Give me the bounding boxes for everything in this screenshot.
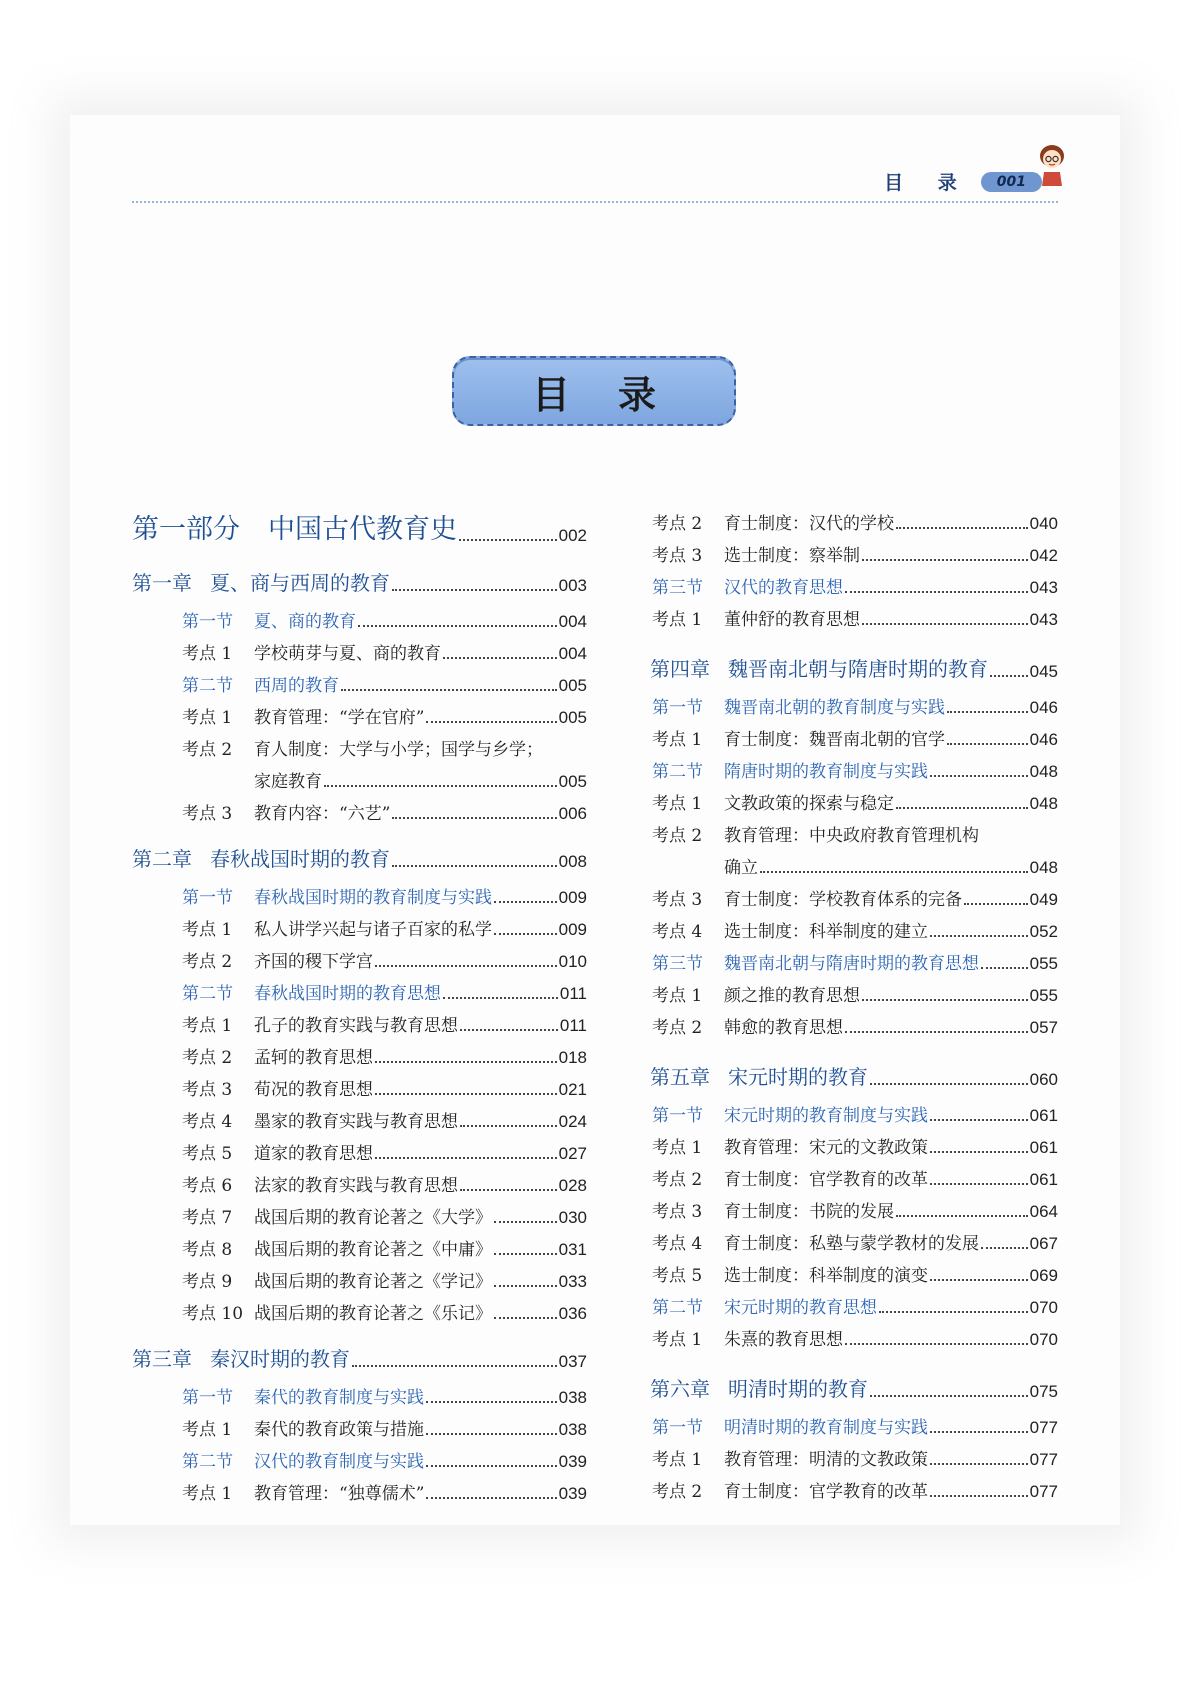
toc-entry-pt[interactable] bbox=[650, 1158, 1058, 1190]
toc-entry-page: 042 bbox=[1029, 546, 1058, 565]
toc-entry-number: 第二节 bbox=[182, 676, 233, 696]
toc-entry-page: 061 bbox=[1029, 1170, 1058, 1189]
toc-entry-pt[interactable] bbox=[132, 1408, 587, 1440]
dot-leader bbox=[426, 721, 556, 723]
toc-entry-page: 008 bbox=[558, 852, 587, 871]
dot-leader bbox=[443, 657, 557, 659]
toc-entry-page: 011 bbox=[559, 1016, 587, 1035]
toc-entry-page: 046 bbox=[1029, 730, 1058, 749]
toc-entry-pt[interactable] bbox=[132, 1196, 587, 1228]
toc-entry-number: 第三节 bbox=[652, 578, 703, 598]
toc-entry-number: 考点 1 bbox=[182, 708, 233, 728]
toc-title-badge bbox=[452, 356, 736, 426]
toc-entry-title: 魏晋南北朝的教育制度与实践 bbox=[724, 698, 945, 718]
toc-entry-number: 考点 5 bbox=[182, 1144, 233, 1164]
toc-entry-page: 057 bbox=[1029, 1018, 1058, 1037]
toc-entry-number: 第一节 bbox=[182, 612, 233, 632]
toc-entry-number: 考点 4 bbox=[182, 1112, 233, 1132]
dot-leader bbox=[352, 1365, 557, 1367]
toc-entry-number: 考点 2 bbox=[182, 952, 233, 972]
dot-leader bbox=[460, 1125, 557, 1127]
toc-entry-number: 考点 8 bbox=[182, 1240, 233, 1260]
toc-entry-page: 052 bbox=[1029, 922, 1058, 941]
toc-entry-page: 077 bbox=[1029, 1450, 1058, 1469]
toc-entry-page: 024 bbox=[558, 1112, 587, 1131]
toc-entry-title: 春秋战国时期的教育思想 bbox=[254, 984, 441, 1004]
toc-entry-sec[interactable] bbox=[650, 1286, 1058, 1318]
toc-entry-pt[interactable] bbox=[132, 632, 587, 664]
dot-leader bbox=[845, 591, 1028, 593]
toc-entry-title: 荀况的教育思想 bbox=[254, 1080, 373, 1100]
toc-entry-title: 宋元时期的教育 bbox=[728, 1065, 868, 1089]
toc-entry-page: 077 bbox=[1029, 1418, 1058, 1437]
toc-entry-sec[interactable] bbox=[650, 566, 1058, 598]
toc-entry-number: 考点 2 bbox=[652, 1482, 703, 1502]
toc-entry-pt[interactable] bbox=[132, 1164, 587, 1196]
dot-leader bbox=[460, 1029, 558, 1031]
toc-title: 目录 bbox=[531, 372, 704, 417]
toc-entry-title: 育士制度：书院的发展 bbox=[724, 1202, 894, 1222]
dot-leader bbox=[990, 675, 1028, 677]
toc-entry-number: 第三节 bbox=[652, 954, 703, 974]
dot-leader bbox=[862, 999, 1028, 1001]
toc-entry-pt[interactable] bbox=[132, 940, 587, 972]
running-header bbox=[884, 168, 1042, 195]
toc-entry-pt[interactable] bbox=[132, 1228, 587, 1260]
toc-entry-number: 考点 1 bbox=[652, 610, 703, 630]
toc-entry-sec[interactable] bbox=[650, 686, 1058, 718]
toc-entry-page: 021 bbox=[558, 1080, 587, 1099]
toc-entry-page: 070 bbox=[1029, 1330, 1058, 1349]
toc-entry-number: 第一章 bbox=[132, 571, 192, 595]
toc-entry-number: 第二节 bbox=[182, 984, 233, 1004]
toc-entry-title: 教育管理：中央政府教育管理机构 bbox=[724, 826, 979, 846]
toc-entry-title: 孟轲的教育思想 bbox=[254, 1048, 373, 1068]
toc-entry-title: 学校萌芽与夏、商的教育 bbox=[254, 644, 441, 664]
toc-entry-title: 选士制度：察举制 bbox=[724, 546, 860, 566]
toc-entry-title: 墨家的教育实践与教育思想 bbox=[254, 1112, 458, 1132]
toc-entry-title: 育士制度：魏晋南北朝的官学 bbox=[724, 730, 945, 750]
toc-entry-number: 第二节 bbox=[652, 1298, 703, 1318]
page-number: 001 bbox=[996, 173, 1026, 190]
toc-entry-number: 第六章 bbox=[650, 1377, 710, 1401]
toc-entry-page: 048 bbox=[1029, 762, 1058, 781]
toc-entry-sec[interactable] bbox=[650, 1094, 1058, 1126]
toc-entry-page: 038 bbox=[558, 1420, 587, 1439]
toc-entry-number: 考点 2 bbox=[182, 740, 233, 760]
toc-entry-title: 秦汉时期的教育 bbox=[210, 1347, 350, 1371]
toc-entry-number: 考点 1 bbox=[652, 1330, 703, 1350]
toc-entry-number: 考点 2 bbox=[652, 826, 703, 846]
dot-leader bbox=[494, 1317, 557, 1319]
toc-entry-sec[interactable] bbox=[132, 876, 587, 908]
toc-entry-page: 039 bbox=[558, 1452, 587, 1471]
toc-entry-pt[interactable] bbox=[650, 1006, 1058, 1038]
toc-entry-page: 049 bbox=[1029, 890, 1058, 909]
dot-leader bbox=[930, 1119, 1028, 1121]
toc-entry-number: 第二节 bbox=[182, 1452, 233, 1472]
toc-entry-number: 考点 3 bbox=[182, 1080, 233, 1100]
toc-entry-title: 育士制度：官学教育的改革 bbox=[724, 1482, 928, 1502]
toc-entry-number: 考点 9 bbox=[182, 1272, 233, 1292]
toc-entry-page: 043 bbox=[1029, 610, 1058, 629]
dot-leader bbox=[896, 1215, 1028, 1217]
dot-leader bbox=[862, 559, 1028, 561]
dot-leader bbox=[358, 625, 557, 627]
toc-entry-title: 春秋战国时期的教育 bbox=[210, 847, 390, 871]
toc-entry-title: 明清时期的教育制度与实践 bbox=[724, 1418, 928, 1438]
toc-entry-pt[interactable] bbox=[650, 814, 1058, 846]
toc-entry-page: 055 bbox=[1029, 954, 1058, 973]
toc-entry-pt[interactable] bbox=[650, 598, 1058, 630]
toc-entry-pt[interactable] bbox=[650, 846, 1058, 878]
toc-entry-number: 第一节 bbox=[182, 888, 233, 908]
toc-entry-part[interactable] bbox=[132, 502, 587, 546]
dot-leader bbox=[375, 965, 557, 967]
toc-entry-page: 009 bbox=[558, 920, 587, 939]
dot-leader bbox=[896, 527, 1028, 529]
toc-entry-title: 战国后期的教育论著之《乐记》 bbox=[254, 1304, 492, 1324]
toc-entry-pt[interactable] bbox=[132, 1292, 587, 1324]
toc-entry-number: 第四章 bbox=[650, 657, 710, 681]
toc-entry-number: 考点 3 bbox=[652, 1202, 703, 1222]
dot-leader bbox=[375, 1093, 557, 1095]
toc-entry-page: 010 bbox=[558, 952, 587, 971]
toc-entry-sec[interactable] bbox=[650, 750, 1058, 782]
toc-entry-number: 考点 1 bbox=[182, 920, 233, 940]
toc-entry-number: 考点 6 bbox=[182, 1176, 233, 1196]
toc-entry-pt[interactable] bbox=[132, 728, 587, 760]
toc-entry-number: 第二节 bbox=[652, 762, 703, 782]
toc-entry-sec[interactable] bbox=[132, 1440, 587, 1472]
page-number-badge bbox=[981, 172, 1042, 192]
dot-leader bbox=[494, 901, 557, 903]
toc-entry-page: 064 bbox=[1029, 1202, 1058, 1221]
toc-entry-page: 060 bbox=[1029, 1070, 1058, 1089]
toc-entry-number: 考点 1 bbox=[182, 1484, 233, 1504]
dot-leader bbox=[964, 903, 1028, 905]
toc-entry-title: 董仲舒的教育思想 bbox=[724, 610, 860, 630]
toc-entry-pt[interactable] bbox=[132, 1036, 587, 1068]
toc-entry-title: 育士制度：学校教育体系的完备 bbox=[724, 890, 962, 910]
toc-entry-title: 宋元时期的教育制度与实践 bbox=[724, 1106, 928, 1126]
toc-entry-number: 第一节 bbox=[182, 1388, 233, 1408]
dot-leader bbox=[494, 1253, 557, 1255]
toc-entry-page: 070 bbox=[1029, 1298, 1058, 1317]
toc-entry-page: 031 bbox=[558, 1240, 587, 1259]
toc-entry-page: 006 bbox=[558, 804, 587, 823]
toc-entry-title: 颜之推的教育思想 bbox=[724, 986, 860, 1006]
toc-entry-title: 教育内容：“六艺” bbox=[254, 804, 391, 824]
toc-entry-pt[interactable] bbox=[650, 878, 1058, 910]
toc-entry-number: 第三章 bbox=[132, 1347, 192, 1371]
toc-entry-title: 文教政策的探索与稳定 bbox=[724, 794, 894, 814]
running-title: 目 录 bbox=[884, 172, 971, 194]
toc-entry-sec[interactable] bbox=[132, 664, 587, 696]
toc-entry-title: 中国古代教育史 bbox=[268, 514, 457, 545]
toc-entry-page: 033 bbox=[558, 1272, 587, 1291]
toc-entry-page: 004 bbox=[558, 612, 587, 631]
dot-leader bbox=[870, 1395, 1028, 1397]
dot-leader bbox=[930, 1183, 1028, 1185]
toc-entry-number: 考点 1 bbox=[182, 644, 233, 664]
toc-entry-number: 考点 3 bbox=[182, 804, 233, 824]
toc-entry-number: 考点 1 bbox=[182, 1420, 233, 1440]
dot-leader bbox=[896, 807, 1028, 809]
toc-entry-pt[interactable] bbox=[132, 792, 587, 824]
toc-entry-title: 教育管理：明清的文教政策 bbox=[724, 1450, 928, 1470]
toc-entry-page: 069 bbox=[1029, 1266, 1058, 1285]
toc-entry-title: 魏晋南北朝与隋唐时期的教育思想 bbox=[724, 954, 979, 974]
toc-entry-title: 育士制度：汉代的学校 bbox=[724, 514, 894, 534]
toc-entry-title: 汉代的教育思想 bbox=[724, 578, 843, 598]
toc-entry-page: 045 bbox=[1029, 662, 1058, 681]
toc-entry-page: 003 bbox=[558, 576, 587, 595]
toc-entry-pt[interactable] bbox=[132, 908, 587, 940]
dot-leader bbox=[324, 785, 557, 787]
toc-entry-page: 004 bbox=[558, 644, 587, 663]
toc-entry-number: 考点 1 bbox=[652, 730, 703, 750]
toc-entry-chap[interactable] bbox=[132, 836, 587, 872]
dot-leader bbox=[392, 589, 557, 591]
dot-leader bbox=[862, 623, 1028, 625]
toc-entry-title: 汉代的教育制度与实践 bbox=[254, 1452, 424, 1472]
toc-entry-page: 005 bbox=[558, 772, 587, 791]
toc-entry-chap[interactable] bbox=[132, 560, 587, 596]
toc-entry-pt[interactable] bbox=[650, 1470, 1058, 1502]
toc-entry-title: 育士制度：官学教育的改革 bbox=[724, 1170, 928, 1190]
dot-leader bbox=[494, 1285, 557, 1287]
toc-entry-page: 036 bbox=[558, 1304, 587, 1323]
toc-entry-title: 隋唐时期的教育制度与实践 bbox=[724, 762, 928, 782]
toc-entry-title: 教育管理：宋元的文教政策 bbox=[724, 1138, 928, 1158]
dot-leader bbox=[426, 1465, 557, 1467]
toc-entry-pt[interactable] bbox=[650, 1318, 1058, 1350]
dot-leader bbox=[930, 1151, 1028, 1153]
toc-entry-title: 家庭教育 bbox=[254, 772, 322, 792]
toc-entry-number: 考点 3 bbox=[652, 546, 703, 566]
dot-leader bbox=[494, 1221, 557, 1223]
toc-entry-number: 考点 5 bbox=[652, 1266, 703, 1286]
toc-entry-number: 考点 2 bbox=[652, 1018, 703, 1038]
toc-entry-title: 育人制度：大学与小学；国学与乡学； bbox=[254, 740, 543, 760]
toc-entry-page: 018 bbox=[558, 1048, 587, 1067]
toc-entry-pt[interactable] bbox=[650, 1438, 1058, 1470]
dot-leader bbox=[981, 1247, 1028, 1249]
toc-entry-page: 075 bbox=[1029, 1382, 1058, 1401]
toc-entry-title: 教育管理：“独尊儒术” bbox=[254, 1484, 425, 1504]
toc-entry-page: 028 bbox=[558, 1176, 587, 1195]
dot-leader bbox=[879, 1311, 1028, 1313]
toc-entry-page: 043 bbox=[1029, 578, 1058, 597]
toc-entry-chap[interactable] bbox=[650, 1366, 1058, 1402]
toc-entry-title: 夏、商的教育 bbox=[254, 612, 356, 632]
toc-entry-pt[interactable] bbox=[132, 760, 587, 792]
dot-leader bbox=[392, 817, 556, 819]
toc-entry-title: 私人讲学兴起与诸子百家的私学 bbox=[254, 920, 492, 940]
toc-entry-title: 战国后期的教育论著之《学记》 bbox=[254, 1272, 492, 1292]
dot-leader bbox=[426, 1497, 556, 1499]
toc-entry-number: 考点 3 bbox=[652, 890, 703, 910]
toc-entry-pt[interactable] bbox=[650, 974, 1058, 1006]
toc-entry-number: 考点 4 bbox=[652, 1234, 703, 1254]
toc-entry-pt[interactable] bbox=[132, 1068, 587, 1100]
toc-entry-page: 027 bbox=[558, 1144, 587, 1163]
toc-entry-title: 法家的教育实践与教育思想 bbox=[254, 1176, 458, 1196]
toc-entry-pt[interactable] bbox=[132, 1100, 587, 1132]
toc-entry-title: 道家的教育思想 bbox=[254, 1144, 373, 1164]
toc-entry-pt[interactable] bbox=[132, 696, 587, 728]
toc-entry-title: 韩愈的教育思想 bbox=[724, 1018, 843, 1038]
toc-entry-title: 孔子的教育实践与教育思想 bbox=[254, 1016, 458, 1036]
toc-entry-number: 考点 2 bbox=[652, 514, 703, 534]
toc-entry-number: 第二章 bbox=[132, 847, 192, 871]
toc-entry-number: 考点 1 bbox=[652, 794, 703, 814]
toc-entry-pt[interactable] bbox=[132, 1132, 587, 1164]
toc-entry-title: 战国后期的教育论著之《中庸》 bbox=[254, 1240, 492, 1260]
toc-entry-page: 037 bbox=[558, 1352, 587, 1371]
toc-entry-title: 齐国的稷下学宫 bbox=[254, 952, 373, 972]
toc-entry-page: 077 bbox=[1029, 1482, 1058, 1501]
toc-entry-page: 009 bbox=[558, 888, 587, 907]
toc-entry-title: 育士制度：私塾与蒙学教材的发展 bbox=[724, 1234, 979, 1254]
dot-leader bbox=[930, 1279, 1028, 1281]
toc-entry-page: 048 bbox=[1029, 858, 1058, 877]
toc-entry-pt[interactable] bbox=[650, 782, 1058, 814]
toc-entry-number: 第一节 bbox=[652, 698, 703, 718]
toc-entry-title: 春秋战国时期的教育制度与实践 bbox=[254, 888, 492, 908]
toc-entry-pt[interactable] bbox=[650, 1126, 1058, 1158]
toc-entry-title: 西周的教育 bbox=[254, 676, 339, 696]
toc-entry-number: 考点 1 bbox=[652, 1450, 703, 1470]
toc-entry-sec[interactable] bbox=[650, 942, 1058, 974]
toc-entry-number: 考点 2 bbox=[182, 1048, 233, 1068]
toc-entry-title: 明清时期的教育 bbox=[728, 1377, 868, 1401]
toc-entry-pt[interactable] bbox=[650, 718, 1058, 750]
toc-entry-pt[interactable] bbox=[650, 502, 1058, 534]
toc-entry-page: 055 bbox=[1029, 986, 1058, 1005]
toc-entry-title: 魏晋南北朝与隋唐时期的教育 bbox=[728, 657, 988, 681]
toc-entry-sec[interactable] bbox=[132, 972, 587, 1004]
dot-leader bbox=[845, 1343, 1028, 1345]
toc-entry-number: 考点 4 bbox=[652, 922, 703, 942]
toc-entry-number: 考点 10 bbox=[182, 1304, 244, 1324]
toc-entry-title: 教育管理：“学在官府” bbox=[254, 708, 425, 728]
toc-entry-pt[interactable] bbox=[650, 1222, 1058, 1254]
toc-entry-number: 考点 7 bbox=[182, 1208, 233, 1228]
toc-entry-number: 考点 1 bbox=[652, 1138, 703, 1158]
dot-leader bbox=[341, 689, 557, 691]
dot-leader bbox=[947, 711, 1028, 713]
toc-entry-page: 011 bbox=[559, 984, 587, 1003]
toc-entry-pt[interactable] bbox=[650, 1254, 1058, 1286]
toc-entry-title: 宋元时期的教育思想 bbox=[724, 1298, 877, 1318]
dot-leader bbox=[930, 935, 1028, 937]
toc-entry-page: 005 bbox=[558, 676, 587, 695]
toc-entry-title: 选士制度：科举制度的建立 bbox=[724, 922, 928, 942]
dot-leader bbox=[930, 1431, 1028, 1433]
toc-entry-title: 夏、商与西周的教育 bbox=[210, 571, 390, 595]
dot-leader bbox=[494, 933, 557, 935]
dot-leader bbox=[426, 1433, 557, 1435]
toc-entry-page: 002 bbox=[558, 526, 587, 545]
dot-leader bbox=[760, 871, 1028, 873]
toc-entry-title: 战国后期的教育论著之《大学》 bbox=[254, 1208, 492, 1228]
toc-entry-page: 005 bbox=[558, 708, 587, 727]
toc-column-right bbox=[650, 502, 1058, 1502]
dot-leader bbox=[930, 775, 1028, 777]
header-dotted-rule bbox=[132, 201, 1058, 203]
toc-entry-chap[interactable] bbox=[650, 1054, 1058, 1090]
toc-entry-pt[interactable] bbox=[650, 534, 1058, 566]
toc-entry-title: 朱熹的教育思想 bbox=[724, 1330, 843, 1350]
toc-entry-title: 确立 bbox=[724, 858, 758, 878]
toc-entry-page: 040 bbox=[1029, 514, 1058, 533]
toc-entry-page: 048 bbox=[1029, 794, 1058, 813]
dot-leader bbox=[375, 1061, 557, 1063]
dot-leader bbox=[392, 865, 557, 867]
toc-entry-page: 067 bbox=[1029, 1234, 1058, 1253]
toc-entry-page: 038 bbox=[558, 1388, 587, 1407]
toc-entry-pt[interactable] bbox=[132, 1004, 587, 1036]
girl-mascot-icon bbox=[1034, 142, 1070, 188]
toc-entry-page: 061 bbox=[1029, 1138, 1058, 1157]
toc-entry-number: 第五章 bbox=[650, 1065, 710, 1089]
dot-leader bbox=[460, 1189, 557, 1191]
toc-entry-pt[interactable] bbox=[132, 1260, 587, 1292]
dot-leader bbox=[459, 539, 557, 541]
toc-entry-number: 考点 1 bbox=[182, 1016, 233, 1036]
toc-entry-sec[interactable] bbox=[132, 1376, 587, 1408]
toc-entry-number: 第一部分 bbox=[132, 514, 240, 545]
toc-entry-pt[interactable] bbox=[650, 1190, 1058, 1222]
dot-leader bbox=[845, 1031, 1028, 1033]
toc-entry-number: 考点 1 bbox=[652, 986, 703, 1006]
toc-entry-title: 秦代的教育政策与措施 bbox=[254, 1420, 424, 1440]
dot-leader bbox=[930, 1463, 1028, 1465]
dot-leader bbox=[981, 967, 1028, 969]
toc-column-left bbox=[132, 502, 587, 1504]
toc-entry-number: 第一节 bbox=[652, 1418, 703, 1438]
toc-entry-pt[interactable] bbox=[650, 910, 1058, 942]
dot-leader bbox=[870, 1083, 1028, 1085]
toc-entry-number: 考点 2 bbox=[652, 1170, 703, 1190]
toc-entry-number: 第一节 bbox=[652, 1106, 703, 1126]
dot-leader bbox=[947, 743, 1028, 745]
toc-entry-sec[interactable] bbox=[650, 1406, 1058, 1438]
dot-leader bbox=[426, 1401, 557, 1403]
toc-entry-page: 030 bbox=[558, 1208, 587, 1227]
toc-entry-title: 秦代的教育制度与实践 bbox=[254, 1388, 424, 1408]
toc-entry-page: 039 bbox=[558, 1484, 587, 1503]
toc-entry-chap[interactable] bbox=[132, 1336, 587, 1372]
toc-entry-page: 061 bbox=[1029, 1106, 1058, 1125]
toc-entry-pt[interactable] bbox=[132, 1472, 587, 1504]
toc-entry-sec[interactable] bbox=[132, 600, 587, 632]
dot-leader bbox=[375, 1157, 557, 1159]
dot-leader bbox=[930, 1495, 1028, 1497]
toc-entry-title: 选士制度：科举制度的演变 bbox=[724, 1266, 928, 1286]
toc-entry-chap[interactable] bbox=[650, 646, 1058, 682]
toc-entry-page: 046 bbox=[1029, 698, 1058, 717]
dot-leader bbox=[443, 997, 558, 999]
